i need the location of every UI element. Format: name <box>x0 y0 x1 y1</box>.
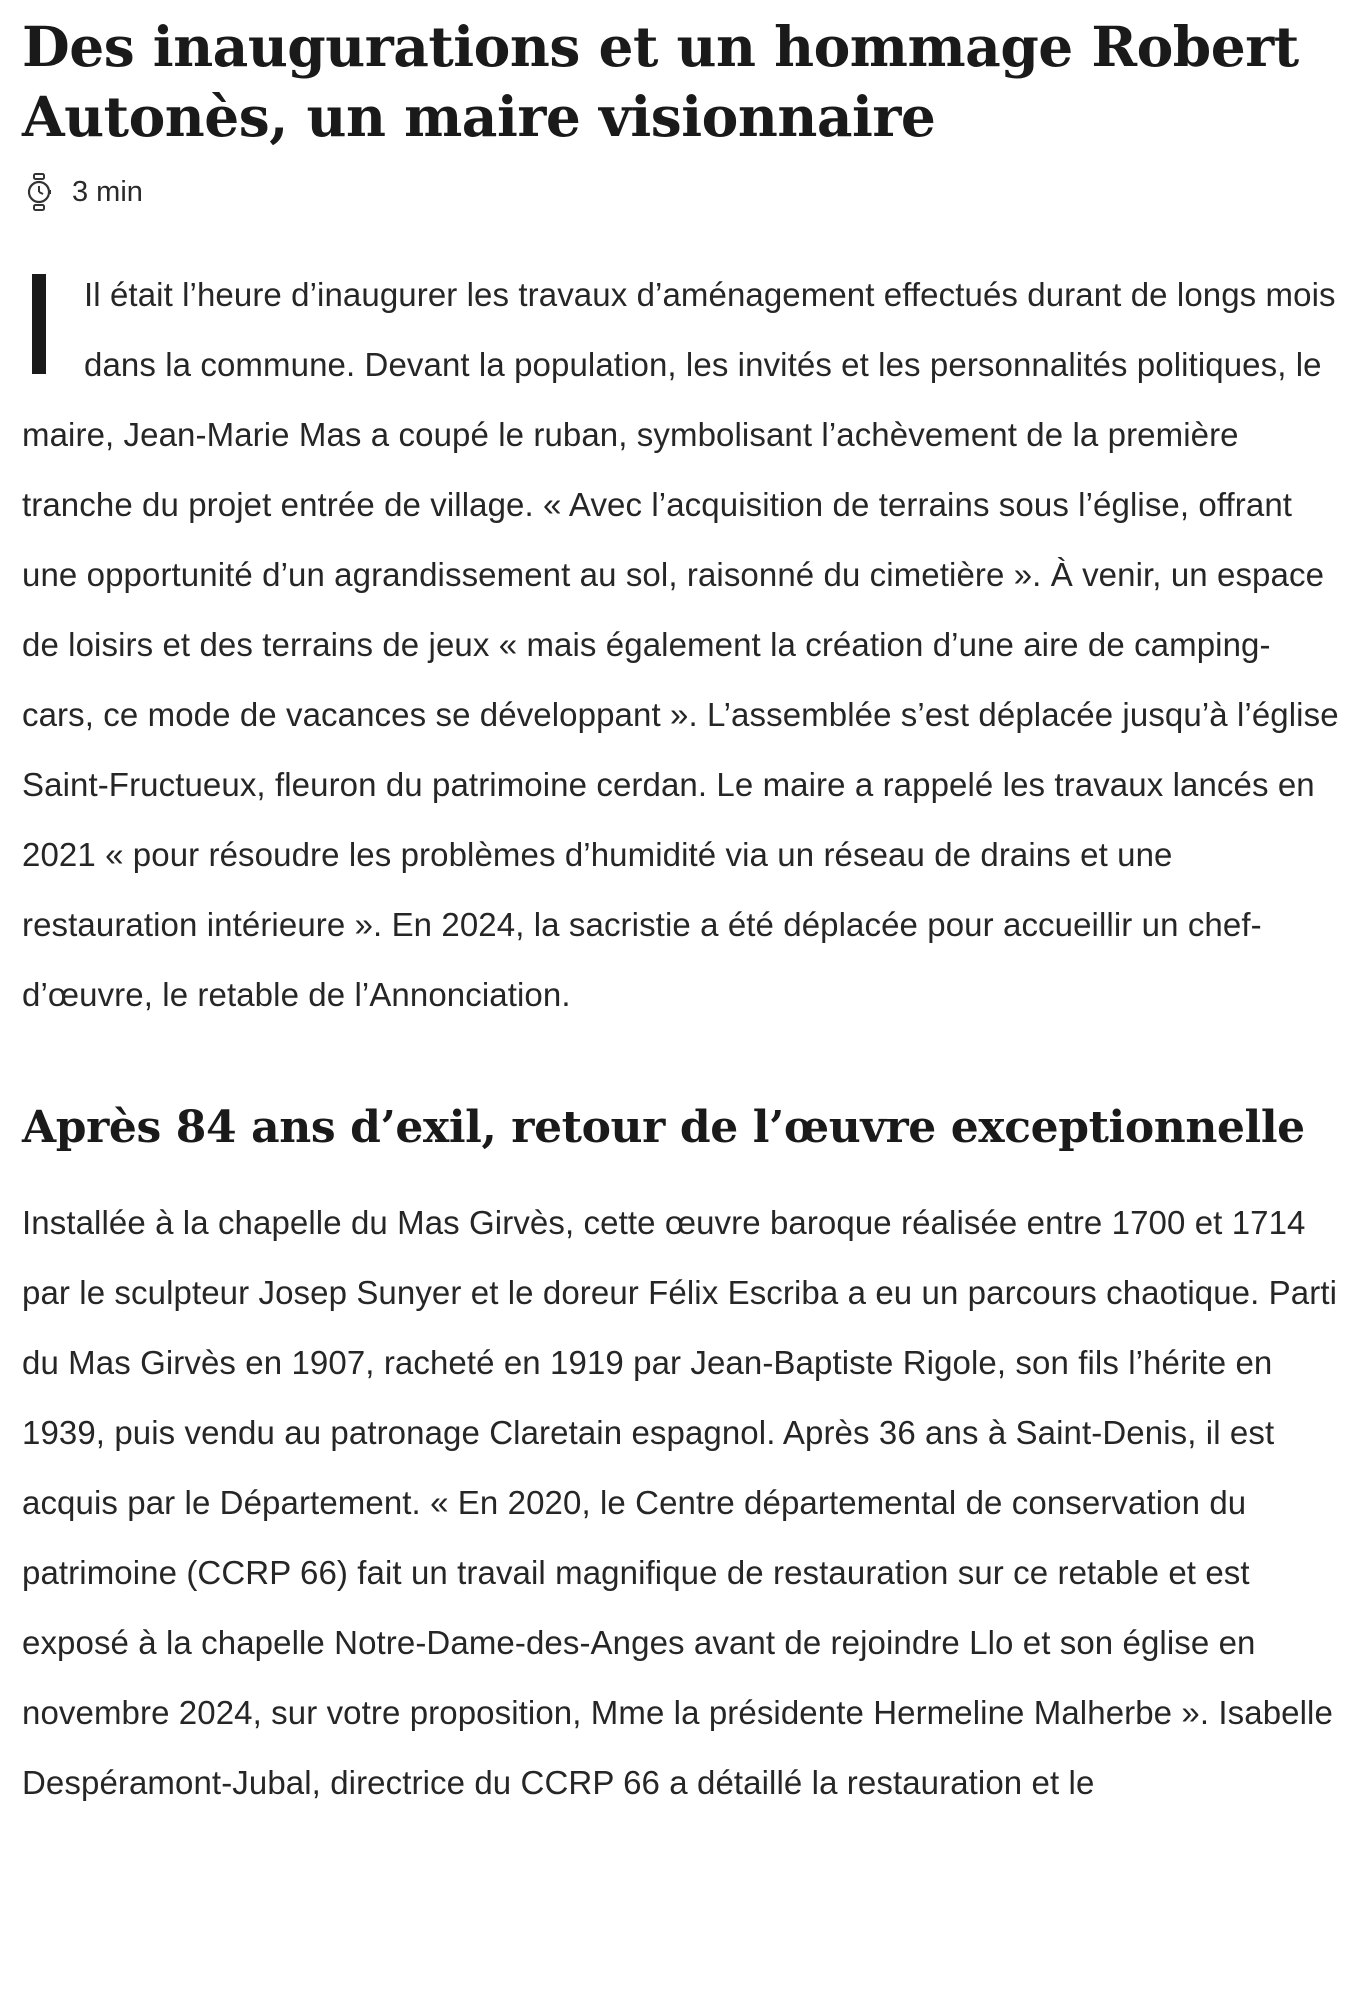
drop-cap-bar <box>32 274 46 374</box>
article-headline: Des inaugurations et un hommage Robert Autonès, un maire visionnaire <box>22 14 1299 149</box>
article-paragraph-1 <box>22 260 1340 1030</box>
stopwatch-icon <box>26 173 52 211</box>
paragraph-1-text: Il était l’heure d’inaugurer les travaux d’aménagement effectués durant de longs mois dans la commune. Devant la population, les invités et les personnalités politiques, le maire, Jean-Marie Mas a coupé le ruban, symbolisant l’achèvement de la première tranche du projet entrée de village. « Avec l’acquisition de terrains sous l’église, offrant une opportunité d’un agrandissement au sol, raisonné du cimetière ». À venir, un espace de loisirs et des terrains de jeux « mais également la création d’une aire de camping-cars, ce mode de vacances se développant ». L’assemblée s’est déplacée jusqu’à l’église Saint-Fructueux, fleuron du patrimoine cerdan. Le maire a rappelé les travaux lancés en 2021 « pour résoudre les problèmes d’humidité via un réseau de drains et une restauration intérieure ». En 2024, la sacristie a été déplacée pour accueillir un chef-d’œuvre, le retable de l’Annonciation. <box>22 276 1339 1013</box>
article-subheading: Après 84 ans d’exil, retour de l’œuvre exceptionnelle <box>22 1102 1305 1153</box>
article-paragraph-2: Installée à la chapelle du Mas Girvès, cette œuvre baroque réalisée entre 1700 et 1714 par le sculpteur Josep Sunyer et le doreur Félix Escriba a eu un parcours chaotique. Parti du Mas Girvès en 1907, racheté en 1919 par Jean-Baptiste Rigole, son fils l’hérite en 1939, puis vendu au patronage Claretain espagnol. Après 36 ans à Saint-Denis, il est acquis par le Département. « En 2020, le Centre départemental de conservation du patrimoine (CCRP 66) fait un travail magnifique de restauration sur ce retable et est exposé à la chapelle Notre-Dame-des-Anges avant de rejoindre Llo et son église en novembre 2024, sur votre proposition, Mme la présidente Hermeline Malherbe ». Isabelle Despéramont-Jubal, directrice du CCRP 66 a détaillé la restauration et le <box>22 1204 1338 1801</box>
reading-time-label: 3 min <box>72 175 143 208</box>
reading-time <box>22 172 1340 212</box>
